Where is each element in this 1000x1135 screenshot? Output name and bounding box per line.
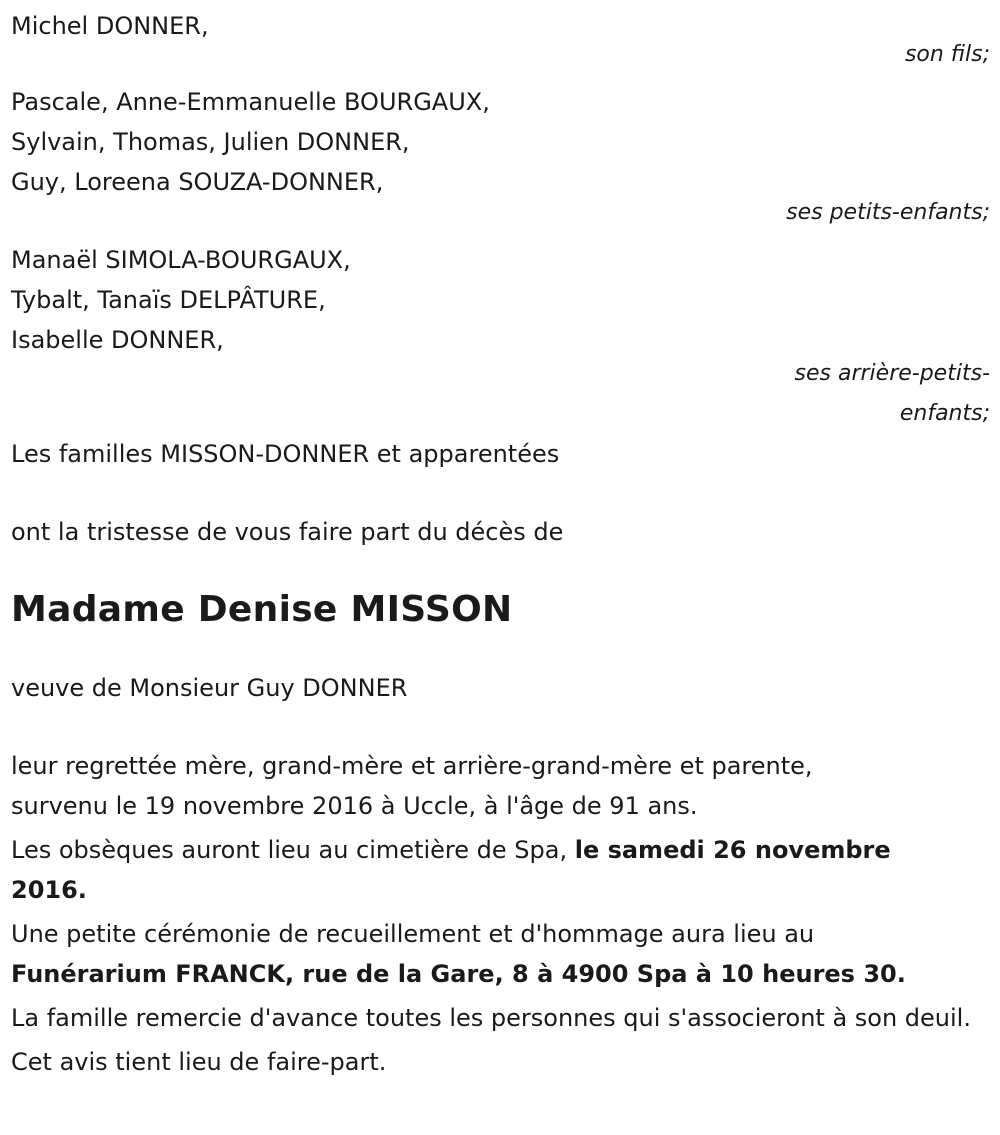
relationship-line: leur regrettée mère, grand-mère et arrière-grand-mère et parente,	[11, 752, 813, 780]
grandchild-name: Guy, Loreena SOUZA-DONNER,	[11, 168, 384, 196]
notice-paragraph: Cet avis tient lieu de faire-part.	[11, 1048, 387, 1076]
grandchild-name: Sylvain, Thomas, Julien DONNER,	[11, 128, 410, 156]
funeral-text: Les obsèques auront lieu au cimetière de Spa,	[11, 836, 575, 864]
relationship-paragraph	[11, 746, 990, 826]
ceremony-text: Une petite cérémonie de recueillement et d'hommage aura lieu au	[11, 920, 815, 948]
great-grandchild-name: Tybalt, Tanaïs DELPÂTURE,	[11, 286, 326, 314]
grandchildren-role: ses petits-enfants;	[786, 200, 990, 225]
families-line: Les familles MISSON-DONNER et apparentées	[11, 440, 560, 468]
great-grandchildren-role-line2: enfants;	[899, 401, 990, 426]
grandchild-name: Pascale, Anne-Emmanuelle BOURGAUX,	[11, 88, 490, 116]
great-grandchildren-role-line1: ses arrière-petits-	[794, 361, 990, 386]
relationship-line: survenu le 19 novembre 2016 à Uccle, à l'âge de 91 ans.	[11, 792, 698, 820]
funeral-paragraph	[11, 830, 971, 910]
great-grandchild-name: Manaël SIMOLA-BOURGAUX,	[11, 246, 351, 274]
children-role: son fils;	[904, 42, 990, 67]
deceased-name: Madame Denise MISSON	[11, 589, 513, 630]
thanks-paragraph: La famille remercie d'avance toutes les personnes qui s'associeront à son deuil.	[11, 1004, 971, 1032]
great-grandchild-name: Isabelle DONNER,	[11, 326, 224, 354]
funeral-date: le samedi 26 novembre 2016.	[11, 836, 891, 904]
great-grandchildren-group	[11, 240, 990, 434]
grandchildren-group	[11, 82, 990, 226]
ceremony-paragraph	[11, 914, 951, 994]
ceremony-place: Funérarium FRANCK, rue de la Gare, 8 à 4900 Spa à 10 heures 30.	[11, 960, 906, 988]
widow-of-line: veuve de Monsieur Guy DONNER	[11, 674, 408, 702]
child-name: Michel DONNER,	[11, 12, 209, 40]
announcement-line: ont la tristesse de vous faire part du décès de	[11, 518, 564, 546]
children-group	[11, 8, 990, 68]
